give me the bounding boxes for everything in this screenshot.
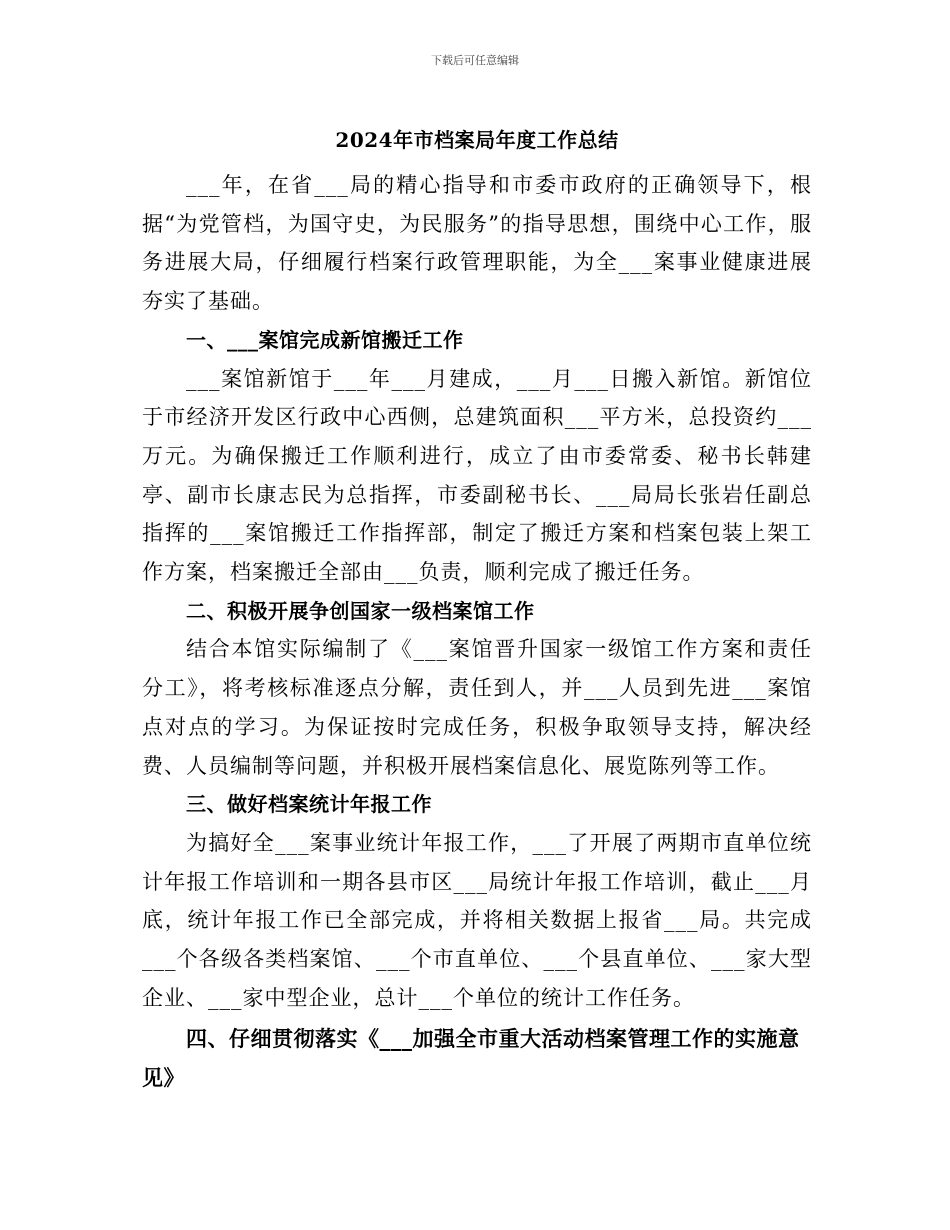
section-body-1: ___案馆新馆于___年___月建成，___月___日搬入新馆。新馆位于市经济开发区行政中心西侧，总建筑面积___平方米，总投资约___万元。为确保搬迁工作顺利进行，成立了由市委常委、秘书长韩建亭、副市长康志民为总指挥，市委副秘书长、___局局长张岩任副总指挥的___案馆搬迁工作指挥部，制定了搬迁方案和档案包装上架工作方案，档案搬迁全部由___负责，顺利完成了搬迁任务。 (142, 366, 812, 585)
section-heading-1: 一、___案馆完成新馆搬迁工作 (186, 327, 464, 352)
section-body-3: 为搞好全___案事业统计年报工作，___了开展了两期市直单位统计年报工作培训和一期各县市区___局统计年报工作培训，截止___月底，统计年报工作已全部完成，并将相关数据上报省___局。共完成___个各级各类档案馆、___个市直单位、___个县直单位、___家大型企业、___家中型企业，总计___个单位的统计工作任务。 (142, 830, 812, 1010)
section-body-2: 结合本馆实际编制了《___案馆晋升国家一级馆工作方案和责任分工》，将考核标准逐点分解，责任到人，并___人员到先进___案馆点对点的学习。为保证按时完成任务，积极争取领导支持，解决经费、人员编制等问题，并积极开展档案信息化、展览陈列等工作。 (142, 637, 812, 778)
document-title: 2024年市档案局年度工作总结 (335, 128, 619, 152)
section-heading-2: 二、积极开展争创国家一级档案馆工作 (186, 598, 535, 623)
section-heading-4: 四、仔细贯彻落实《___加强全市重大活动档案管理工作的实施意见》 (142, 1026, 800, 1091)
document-body (142, 120, 812, 1097)
header-note: 下载后可任意编辑 (431, 54, 519, 67)
section-heading-3: 三、做好档案统计年报工作 (186, 792, 432, 817)
intro-paragraph: ___年，在省___局的精心指导和市委市政府的正确领导下，根据“为党管档，为国守史，为民服务”的指导思想，围绕中心工作，服务进展大局，仔细履行档案行政管理职能，为全___案事业健康进展夯实了基础。 (142, 173, 812, 314)
